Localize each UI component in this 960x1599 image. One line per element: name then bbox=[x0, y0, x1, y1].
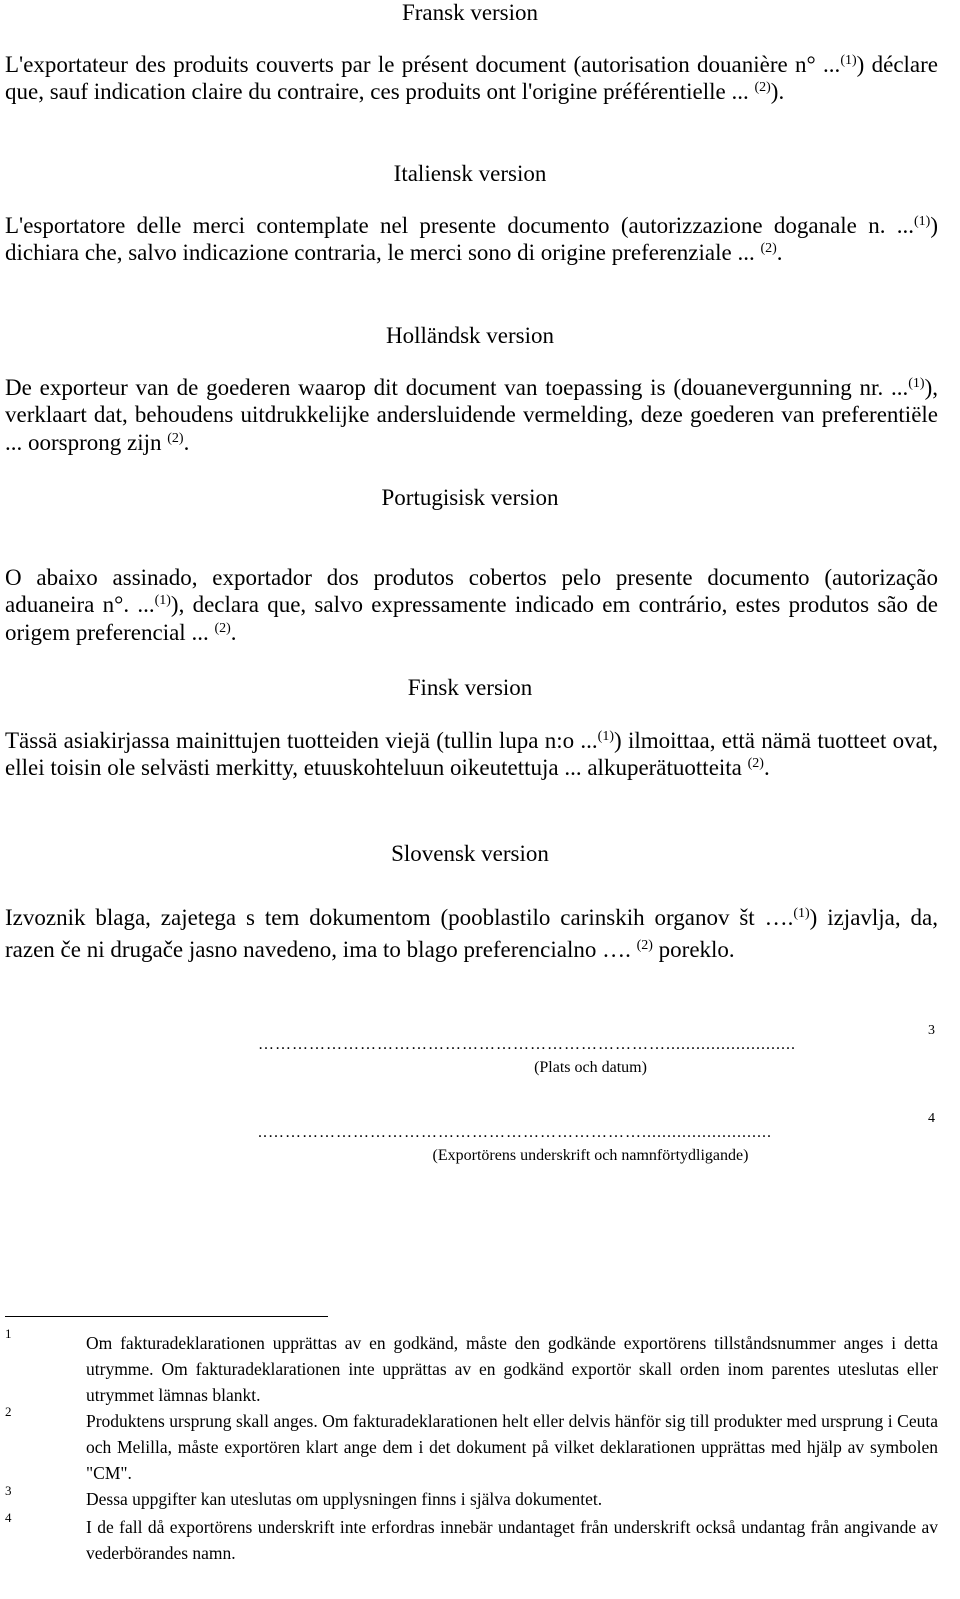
footnote-3: Dessa uppgifter kan uteslutas om upplysningen finns i själva dokumentet. bbox=[86, 1489, 603, 1509]
footnote-ref-2: (2) bbox=[747, 756, 764, 772]
footnote-ref-2: (2) bbox=[214, 620, 231, 636]
footnote-ref-1: (1) bbox=[597, 729, 614, 744]
footnote-4: I de fall då exportörens underskrift inte erfordras innebär undantaget från underskrift också undantag från angivande av vederbörandes namn. bbox=[86, 1517, 938, 1563]
footnote-number: 3 bbox=[5, 1483, 12, 1498]
paragraph-hollandsk: De exporteur van de goederen waarop dit document van toepassing is (douanevergunning nr. ...$^{(1)}$), verklaart dat, behoudens uitdrukkelijke andersluidende vermelding, deze goederen van preferentiële ... oorsprong zijn $^{(2)}$. bbox=[5, 375, 938, 455]
footnote-ref-3: 3 bbox=[928, 1023, 935, 1038]
footnote-1: Om fakturadeklarationen upprättas av en godkänd, måste den godkände exportörens tillståndsnummer anges i detta utrymme. Om fakturadeklarationen inte upprättas av en godkänd exportör skall orden inom parentes uteslutas eller utrymmet lämnas blankt. bbox=[86, 1333, 938, 1405]
place-date-line: ……………………………………………………………….......................... bbox=[258, 1036, 796, 1053]
footnote-ref-4: 4 bbox=[928, 1111, 935, 1126]
footnote-number: 2 bbox=[5, 1404, 12, 1419]
footnote-2: Produktens ursprung skall anges. Om fakturadeklarationen helt eller delvis hänför sig till produkter med ursprung i Ceuta och Melilla, måste exportören klart ange dem i det dokument på vilket deklarationen upprättas med hjälp av symbolen "CM". bbox=[86, 1411, 938, 1483]
heading-fransk: Fransk version bbox=[401, 0, 539, 25]
footnote-ref-2: (2) bbox=[754, 80, 771, 96]
footnote-ref-2: (2) bbox=[636, 937, 653, 953]
paragraph-italiensk: L'esportatore delle merci contemplate nel presente documento (autorizzazione doganale n. ...$^{(1)}$) dichiara che, salvo indicazione contraria, le merci sono di origine preferenziale ... $^{(2)}$. bbox=[5, 213, 938, 266]
heading-hollandsk: Holländsk version bbox=[385, 323, 554, 348]
footnote-number: 1 bbox=[5, 1326, 12, 1341]
heading-slovensk: Slovensk version bbox=[391, 841, 549, 866]
footnote-ref-1: (1) bbox=[840, 53, 857, 68]
footnote-separator bbox=[5, 1316, 328, 1317]
footnote-number: 4 bbox=[5, 1510, 12, 1525]
paragraph-slovensk: Izvoznik blaga, zajetega s tem dokumentom (pooblastilo carinskih organov št ….$^{(1)}$) izjavlja, da, razen če ni drugače jasno navedeno, ima to blago preferencialno …. $^{(2)}$ poreklo. bbox=[5, 905, 938, 962]
paragraph-portugisisk: O abaixo assinado, exportador dos produtos cobertos pelo presente documento (autorização aduaneira n°. ...$^{(1)}$), declara que, salvo expressamente indicado em contrário, estes produtos são de origem preferencial ... $^{(2)}$. bbox=[5, 565, 938, 645]
heading-italiensk: Italiensk version bbox=[393, 161, 547, 186]
heading-finsk: Finsk version bbox=[407, 675, 533, 700]
footnote-ref-2: (2) bbox=[760, 241, 777, 257]
paragraph-finsk: Tässä asiakirjassa mainittujen tuotteiden viejä (tullin lupa n:o ...$^{(1)}$) ilmoittaa, että nämä tuotteet ovat, ellei toisin ole selvästi merkitty, etuuskohteluun oikeutettuja ... alkuperätuotteita $^{(2)}$. bbox=[5, 728, 938, 781]
footnote-ref-1: (1) bbox=[154, 593, 171, 609]
footnote-ref-1: (1) bbox=[914, 214, 931, 229]
heading-portugisisk: Portugisisk version bbox=[381, 485, 559, 510]
footnote-ref-2: (2) bbox=[167, 430, 184, 446]
place-date-caption: (Plats och datum) bbox=[534, 1059, 647, 1076]
signature-line: ..………………………………………………………….......................... bbox=[258, 1124, 772, 1141]
signature-caption: (Exportörens underskrift och namnförtydligande) bbox=[432, 1147, 749, 1164]
footnote-ref-1: (1) bbox=[793, 906, 810, 921]
footnote-ref-1: (1) bbox=[908, 376, 925, 391]
paragraph-fransk: L'exportateur des produits couverts par le présent document (autorisation douanière n° ...$^{(1)}$) déclare que, sauf indication claire du contraire, ces produits ont l'origine préférentielle ... $^{(2)}$). bbox=[5, 52, 938, 105]
